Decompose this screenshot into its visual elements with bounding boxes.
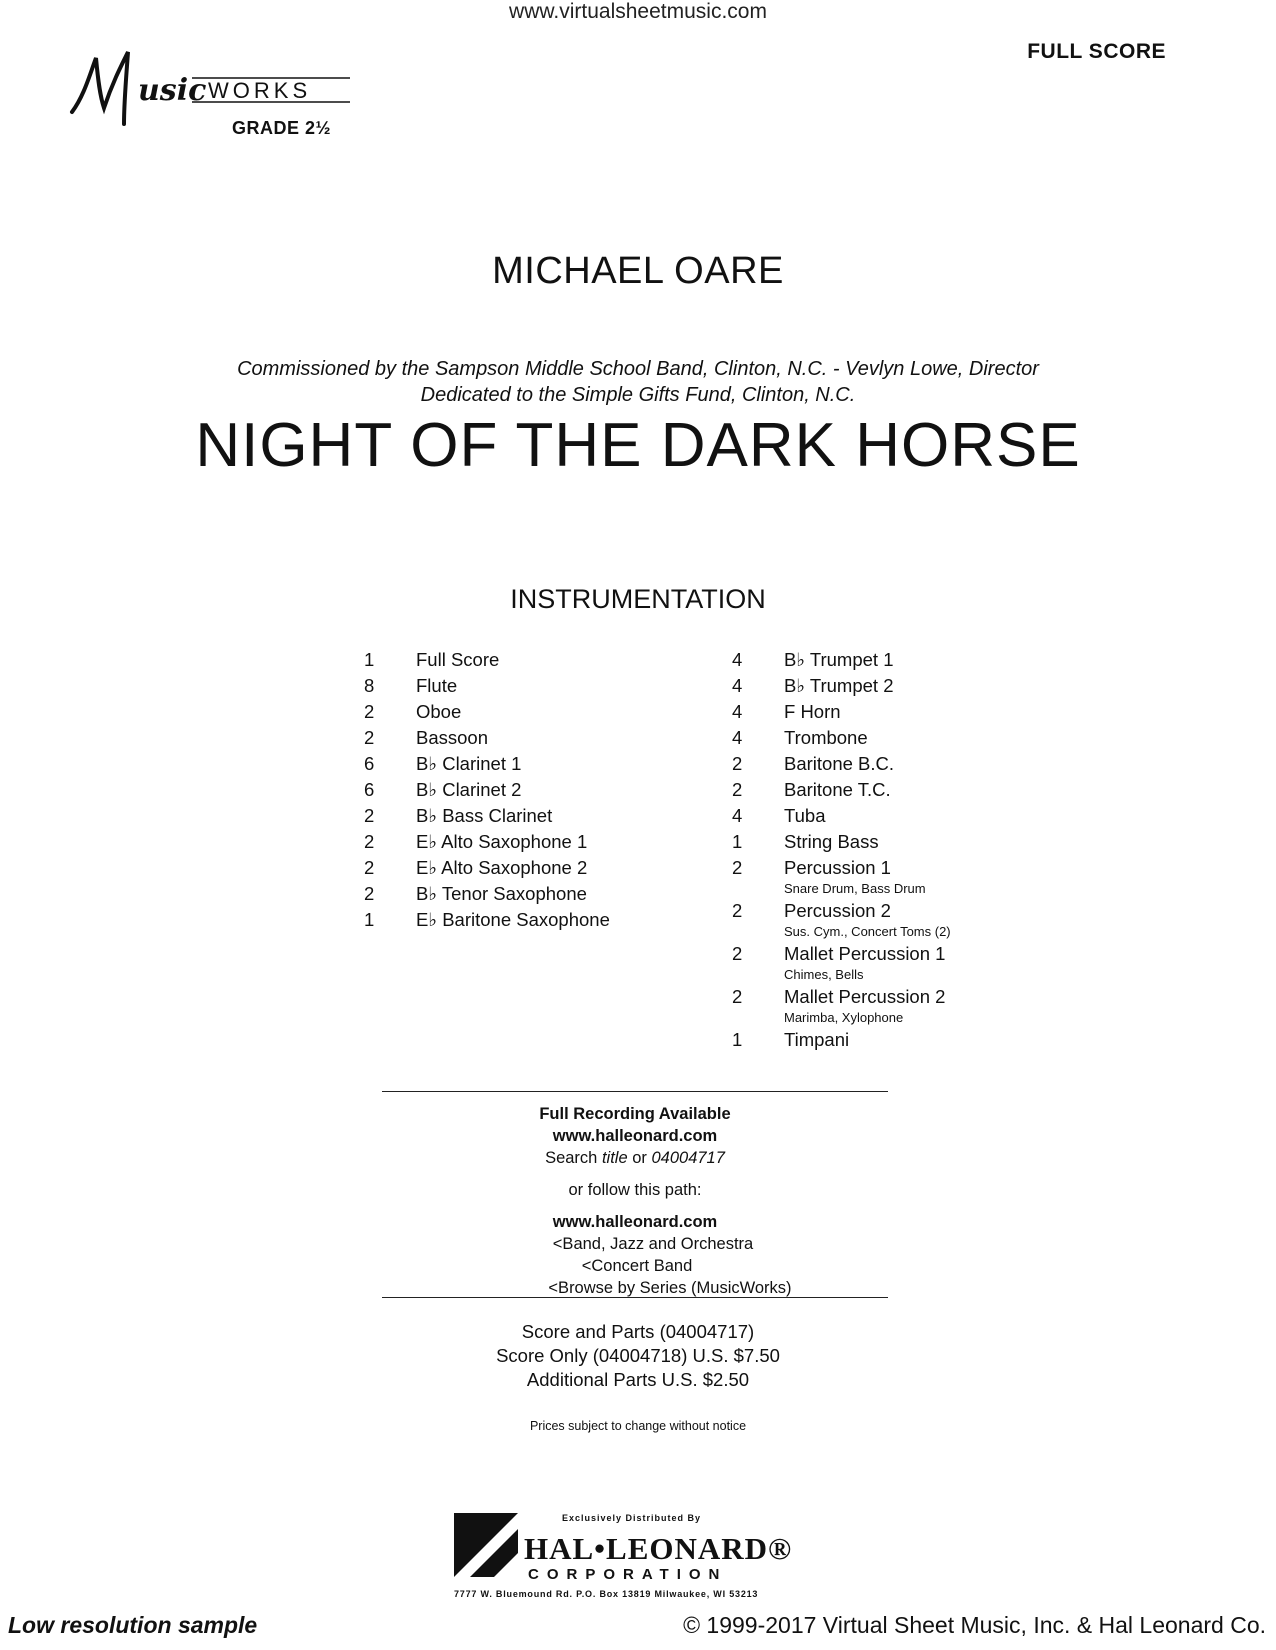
instrument-detail: Sus. Cym., Concert Toms (2) — [784, 924, 951, 939]
instrument-name-cell — [784, 699, 1068, 725]
instrument-row — [360, 907, 700, 933]
instrument-name: Percussion 2 — [784, 900, 891, 921]
instrument-detail: Chimes, Bells — [784, 967, 864, 982]
instrumentation-left-column — [360, 647, 700, 933]
instrument-quantity: 2 — [364, 805, 375, 826]
recording-info — [382, 1103, 888, 1299]
low-res-sample-label: Low resolution sample — [8, 1612, 258, 1638]
price-line-3: Additional Parts U.S. $2.50 — [526, 1369, 750, 1390]
instrument-row — [728, 777, 1068, 803]
instrument-row — [360, 777, 700, 803]
instrument-name: E♭ Alto Saxophone 1 — [416, 831, 588, 852]
instrument-quantity: 2 — [732, 943, 743, 964]
instrument-name: Oboe — [416, 701, 462, 722]
instrument-row — [728, 699, 1068, 725]
price-line-2: Score Only (04004718) U.S. $7.50 — [496, 1345, 780, 1366]
instrument-quantity: 2 — [364, 883, 375, 904]
instrument-quantity: 1 — [364, 649, 375, 670]
instrument-name-cell — [416, 673, 700, 699]
instrument-name: String Bass — [784, 831, 879, 852]
instrument-name-cell — [784, 803, 1068, 829]
instrument-name-cell — [416, 855, 700, 881]
instrument-quantity: 2 — [732, 986, 743, 1007]
dedication-line: Dedicated to the Simple Gifts Fund, Clinton, N.C. — [420, 384, 856, 406]
instrument-name: E♭ Baritone Saxophone — [416, 909, 610, 930]
instrument-quantity: 6 — [364, 779, 375, 800]
instrument-quantity: 4 — [732, 805, 743, 826]
instrument-name-cell — [784, 1027, 1068, 1053]
instrument-name: Flute — [416, 675, 458, 696]
instrument-name: B♭ Clarinet 2 — [416, 779, 522, 800]
instrument-row — [728, 984, 1068, 1027]
instrument-quantity: 2 — [364, 831, 375, 852]
instrument-quantity: 2 — [732, 779, 743, 800]
instrument-name-cell — [784, 898, 1068, 941]
instrument-row — [360, 829, 700, 855]
instrument-name-cell — [784, 725, 1068, 751]
grade-label: GRADE 2½ — [232, 118, 332, 138]
site-url: www.virtualsheetmusic.com — [509, 0, 767, 23]
recording-url[interactable]: www.halleonard.com — [552, 1127, 718, 1145]
instrument-quantity: 1 — [364, 909, 375, 930]
instrument-name-cell — [416, 907, 700, 933]
instrument-name: Baritone T.C. — [784, 779, 891, 800]
instrument-name-cell — [784, 829, 1068, 855]
publisher-name: HAL•LEONARD® — [524, 1531, 793, 1566]
instrument-quantity: 2 — [364, 857, 375, 878]
instrument-row — [728, 673, 1068, 699]
instrument-quantity: 2 — [732, 753, 743, 774]
instrument-row — [728, 803, 1068, 829]
instrument-quantity: 6 — [364, 753, 375, 774]
piece-title: NIGHT OF THE DARK HORSE — [195, 411, 1081, 480]
instrument-name-cell — [784, 751, 1068, 777]
instrument-quantity: 4 — [732, 701, 743, 722]
instrument-detail: Marimba, Xylophone — [784, 1010, 904, 1025]
instrument-row — [360, 751, 700, 777]
search-hint: Search title or 04004717 — [545, 1149, 725, 1167]
instrument-row — [728, 829, 1068, 855]
path-step-1: <Band, Jazz and Orchestra — [552, 1235, 754, 1253]
instrument-name: Bassoon — [416, 727, 488, 748]
hal-leonard-logo — [454, 1509, 824, 1599]
instrument-name-cell — [416, 803, 700, 829]
instrument-row — [728, 1027, 1068, 1053]
instrument-row — [728, 898, 1068, 941]
instrument-row — [728, 751, 1068, 777]
instrument-name-cell — [784, 941, 1068, 984]
divider-top — [382, 1091, 888, 1092]
instrument-name-cell — [784, 984, 1068, 1027]
instrument-name-cell — [416, 647, 700, 673]
instrument-name: Mallet Percussion 1 — [784, 943, 946, 964]
instrument-name-cell — [416, 829, 700, 855]
instrument-name-cell — [784, 855, 1068, 898]
instrumentation-right-column — [728, 647, 1068, 1053]
instrument-quantity: 2 — [364, 727, 375, 748]
follow-path-label: or follow this path: — [568, 1181, 702, 1199]
instrument-name: Tuba — [784, 805, 826, 826]
instrument-name-cell — [416, 699, 700, 725]
instrument-name: Timpani — [784, 1029, 850, 1050]
instrument-row — [360, 699, 700, 725]
publisher-address: 7777 W. Bluemound Rd. P.O. Box 13819 Milwaukee, WI 53213 — [454, 1589, 759, 1599]
instrument-name: B♭ Trumpet 1 — [784, 649, 894, 670]
path-step-2: <Concert Band — [581, 1257, 693, 1275]
instrument-quantity: 1 — [732, 1029, 743, 1050]
instrument-detail: Snare Drum, Bass Drum — [784, 881, 926, 896]
price-notice: Prices subject to change without notice — [529, 1419, 747, 1433]
instrument-row — [360, 881, 700, 907]
instrumentation-heading: INSTRUMENTATION — [510, 584, 766, 614]
path-url[interactable]: www.halleonard.com — [552, 1213, 718, 1231]
commission-block — [0, 356, 1276, 408]
instrument-name: Full Score — [416, 649, 500, 670]
instrument-name: F Horn — [784, 701, 841, 722]
instrument-quantity: 1 — [732, 831, 743, 852]
commission-line: Commissioned by the Sampson Middle School Band, Clinton, N.C. - Vevlyn Lowe, Director — [237, 358, 1039, 380]
instrument-name: Baritone B.C. — [784, 753, 895, 774]
instrument-row — [360, 855, 700, 881]
instrument-name: Mallet Percussion 2 — [784, 986, 946, 1007]
instrument-name: B♭ Trumpet 2 — [784, 675, 894, 696]
instrument-row — [728, 941, 1068, 984]
publisher-corporation: CORPORATION — [528, 1566, 728, 1583]
divider-bottom — [382, 1297, 888, 1298]
instrument-row — [360, 803, 700, 829]
price-line-1: Score and Parts (04004717) — [521, 1321, 755, 1342]
instrument-row — [360, 725, 700, 751]
instrument-name: B♭ Clarinet 1 — [416, 753, 522, 774]
instrument-quantity: 2 — [732, 900, 743, 921]
pricing-block — [0, 1320, 1276, 1392]
instrument-name-cell — [416, 725, 700, 751]
instrument-name: Trombone — [784, 727, 868, 748]
instrument-quantity: 4 — [732, 675, 743, 696]
instrument-name-cell — [784, 647, 1068, 673]
instrument-name: B♭ Tenor Saxophone — [416, 883, 587, 904]
svg-text:usic: usic — [138, 73, 207, 108]
instrument-name-cell — [416, 751, 700, 777]
instrument-quantity: 2 — [364, 701, 375, 722]
recording-heading: Full Recording Available — [539, 1105, 731, 1123]
instrument-name-cell — [784, 777, 1068, 803]
instrument-row — [728, 647, 1068, 673]
svg-text:WORKS: WORKS — [208, 78, 312, 103]
instrument-row — [360, 673, 700, 699]
full-score-label: FULL SCORE — [1027, 40, 1166, 63]
instrument-row — [360, 647, 700, 673]
instrument-row — [728, 855, 1068, 898]
instrument-name: B♭ Bass Clarinet — [416, 805, 553, 826]
instrument-name-cell — [784, 673, 1068, 699]
instrument-quantity: 4 — [732, 649, 743, 670]
instrument-quantity: 4 — [732, 727, 743, 748]
instrument-name-cell — [416, 881, 700, 907]
instrument-name-cell — [416, 777, 700, 803]
composer-name: MICHAEL OARE — [492, 250, 784, 292]
copyright-notice: © 1999-2017 Virtual Sheet Music, Inc. & Hal Leonard Co. — [683, 1612, 1266, 1638]
instrument-name: Percussion 1 — [784, 857, 891, 878]
instrument-name: E♭ Alto Saxophone 2 — [416, 857, 588, 878]
path-step-3: <Browse by Series (MusicWorks) — [548, 1279, 792, 1297]
distributed-by-text: Exclusively Distributed By — [562, 1513, 702, 1523]
instrument-quantity: 2 — [732, 857, 743, 878]
instrument-quantity: 8 — [364, 675, 375, 696]
instrument-row — [728, 725, 1068, 751]
